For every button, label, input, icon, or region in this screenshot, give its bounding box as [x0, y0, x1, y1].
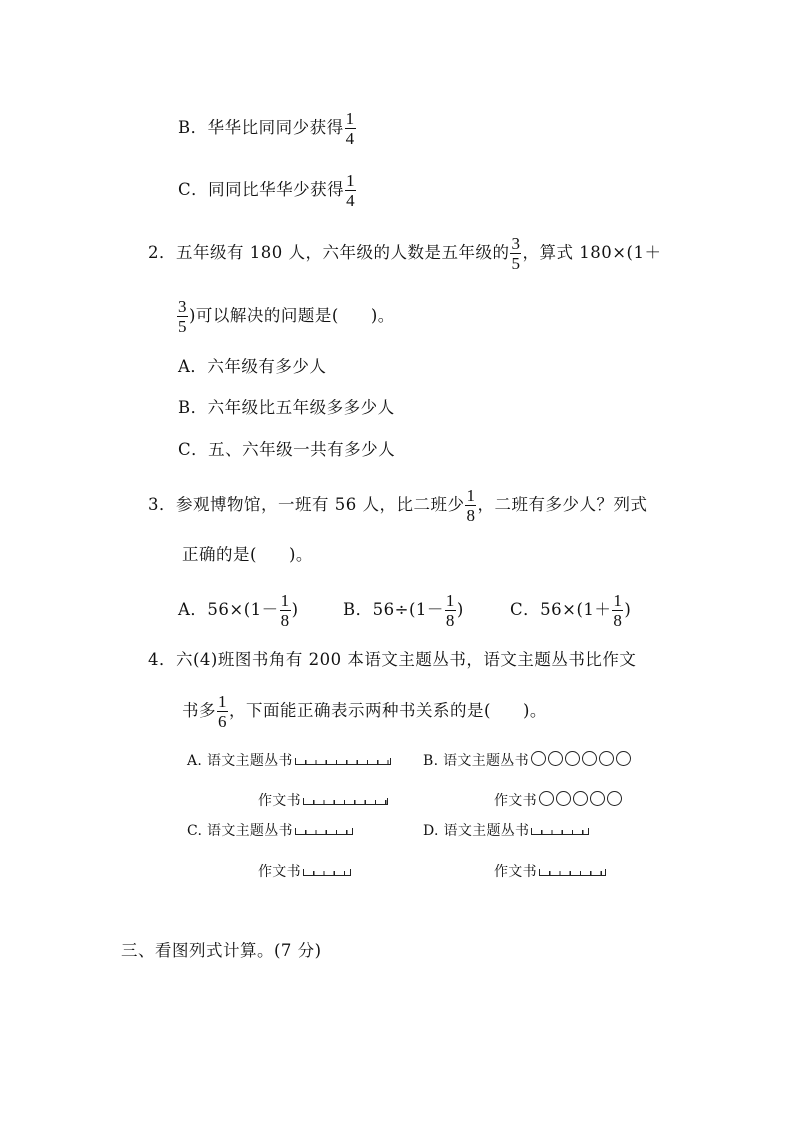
diagram-b-row1: B. 语文主题丛书 [423, 751, 631, 771]
segment-bar [295, 758, 391, 765]
q2-stem-line2: $\frac{3}{5}$ )可以解决的问题是( )。 [178, 297, 395, 336]
q2-stem-line1: 2．五年级有 180 人，六年级的人数是五年级的 $\frac{3}{5}$ ，算式 180×(1＋ [148, 234, 662, 273]
circle-row [529, 753, 631, 769]
q2-option-b: B．六年级比五年级多多少人 [178, 398, 395, 417]
q3-stem-line1: 3．参观博物馆，一班有 56 人，比二班少 $\frac{1}{8}$ ，二班有多少人？列式 [148, 486, 648, 525]
fraction: $\frac{1}{8}$ [613, 591, 623, 630]
fraction: $\frac{3}{5}$ [511, 234, 521, 273]
circle-row [537, 793, 622, 809]
q1-option-c: C．同同比华华少获得 $\frac{1}{4}$ [178, 171, 356, 210]
diagram-a-row2: 作文书 [258, 791, 388, 811]
fraction: $\frac{3}{5}$ [178, 297, 187, 336]
section-heading: 三、看图列式计算。(7 分) [121, 941, 322, 960]
q1-option-b: B．华华比同同少获得 $\frac{1}{4}$ [178, 109, 355, 148]
q4-stem-line1: 4．六(4)班图书角有 200 本语文主题丛书，语文主题丛书比作文 [148, 650, 637, 669]
q2-option-c: C．五、六年级一共有多少人 [178, 440, 396, 459]
fraction: $\frac{1}{4}$ [346, 171, 356, 210]
diagram-c-row1: C. 语文主题丛书 [187, 821, 353, 841]
q4-stem-line2: 书多 $\frac{1}{6}$ ，下面能正确表示两种书关系的是( )。 [182, 692, 547, 731]
segment-bar [539, 869, 606, 876]
fraction: $\frac{1}{4}$ [345, 109, 355, 148]
fraction: $\frac{1}{8}$ [466, 486, 476, 525]
segment-bar [295, 828, 353, 835]
diagram-d-row1: D. 语文主题丛书 [423, 821, 589, 841]
segment-bar [303, 869, 351, 876]
segment-bar [531, 828, 589, 835]
segment-bar [303, 798, 388, 805]
diagram-a-row1: A. 语文主题丛书 [187, 751, 391, 771]
diagram-d-row2: 作文书 [494, 862, 606, 882]
diagram-c-row2: 作文书 [258, 862, 351, 882]
fraction: $\frac{1}{8}$ [445, 591, 455, 630]
q3-stem-line2: 正确的是( )。 [182, 545, 313, 564]
q2-option-a: A．六年级有多少人 [178, 357, 327, 376]
q3-option-b: B．56÷(1－ $\frac{1}{8}$ ) [343, 591, 464, 630]
fraction: $\frac{1}{6}$ [218, 692, 227, 731]
q3-option-c: C．56×(1＋ $\frac{1}{8}$ ) [510, 591, 632, 630]
q3-option-a: A．56×(1－ $\frac{1}{8}$ ) [178, 591, 299, 630]
fraction: $\frac{1}{8}$ [280, 591, 290, 630]
diagram-b-row2: 作文书 [494, 791, 622, 811]
